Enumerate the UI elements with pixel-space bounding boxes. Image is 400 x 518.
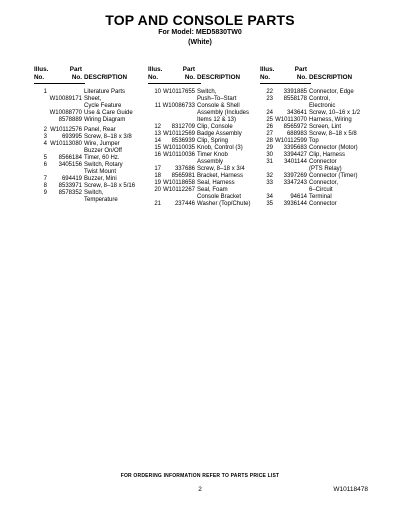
part-number: 3395683: [283, 145, 307, 151]
parts-row: [148, 180, 235, 187]
illus-number: 4: [43, 141, 47, 147]
illus-header: Illus.: [148, 66, 163, 73]
illus-number: 3: [43, 134, 47, 140]
parts-row: [34, 110, 133, 117]
parts-row: [34, 103, 122, 110]
part-description: Clip, Console: [197, 124, 233, 130]
parts-row: [260, 152, 346, 159]
illus-number: 30: [266, 152, 273, 158]
part-number: 8558178: [283, 96, 307, 102]
part-number: 8533971: [58, 183, 82, 189]
parts-row: [34, 197, 118, 204]
parts-row: [260, 117, 352, 124]
illus-number: 26: [266, 124, 273, 130]
part-description: Screw, 8–18 x 3/8: [84, 134, 132, 140]
part-number: 8565972: [283, 124, 307, 130]
parts-row: [148, 131, 242, 138]
document-number: W10118478: [333, 486, 368, 493]
part-header: Part: [294, 66, 307, 73]
part-description: Connector: [309, 159, 337, 165]
part-description: Screw, 8–18 x 5/8: [309, 131, 357, 137]
part-description: Clip, Harness: [309, 152, 346, 158]
part-number: W10112599: [275, 138, 307, 144]
part-number: 693995: [61, 134, 82, 140]
parts-row: [34, 155, 120, 162]
part-description: Screw, 10–16 x 1/2: [309, 110, 361, 116]
part-number: 8565981: [171, 173, 195, 179]
parts-row: [148, 159, 224, 166]
parts-row: [260, 96, 331, 103]
illus-number: 23: [266, 96, 273, 102]
part-number: W10110036: [163, 152, 195, 158]
parts-column-1: [34, 66, 136, 204]
part-description: Switch, Rotary: [84, 162, 123, 168]
parts-row: [260, 145, 358, 152]
illus-number: 5: [43, 155, 47, 161]
part-description: Buzzer On/Off: [84, 148, 122, 154]
parts-row: [148, 166, 245, 173]
illus-number: 25: [266, 117, 273, 123]
illus-number: 2: [43, 127, 47, 133]
parts-row: [34, 127, 116, 134]
part-description: Assembly (Includes: [197, 110, 250, 116]
part-number: 8578889: [58, 117, 82, 123]
column-header: [34, 66, 128, 82]
illus-header: Illus.: [260, 66, 275, 73]
part-description: Knob, Control (3): [197, 145, 243, 151]
illus-no-header: No.: [34, 74, 45, 81]
illus-number: 11: [154, 103, 161, 109]
illus-number: 10: [154, 89, 161, 95]
illus-number: 8: [43, 183, 47, 189]
part-number: 3401144: [284, 159, 307, 165]
parts-row: [34, 134, 132, 141]
illus-number: 17: [154, 166, 161, 172]
parts-row: [148, 187, 228, 194]
part-description: Literature Parts: [84, 89, 126, 95]
illus-number: 28: [266, 138, 273, 144]
part-number: 94614: [290, 194, 307, 200]
parts-row: [148, 96, 237, 103]
parts-row: [34, 89, 126, 96]
parts-row: [148, 138, 229, 145]
column-header: [260, 66, 353, 82]
part-number: 3397269: [283, 173, 307, 179]
parts-row: [260, 180, 339, 187]
description-header: DESCRIPTION: [84, 74, 128, 81]
part-number: 694419: [61, 176, 82, 182]
part-number: 3405156: [58, 162, 82, 168]
part-description: Use & Care Guide: [84, 110, 133, 116]
column-header: [148, 66, 241, 82]
part-no-header: No.: [296, 74, 307, 81]
parts-row: [260, 110, 361, 117]
variant-label: (White): [188, 39, 212, 46]
part-description: Push–To–Start: [197, 96, 237, 102]
parts-row: [260, 173, 358, 180]
part-description: Connector, Edge: [309, 89, 354, 95]
part-number: 3936144: [283, 201, 307, 207]
parts-row: [260, 201, 337, 208]
part-description: Wire, Jumper: [84, 141, 120, 147]
illus-number: 15: [154, 145, 161, 151]
part-number: W10086733: [162, 103, 195, 109]
parts-row: [34, 190, 104, 197]
header-divider: [148, 83, 201, 84]
part-description: Temperature: [84, 197, 118, 203]
part-description: Connector (Motor): [309, 145, 358, 151]
part-number: 3347243: [283, 180, 307, 186]
part-description: Buzzer, Mini: [84, 176, 117, 182]
part-description: Clip, Spring: [197, 138, 229, 144]
part-number: 343641: [286, 110, 307, 116]
part-number: W10088770: [49, 110, 82, 116]
parts-row: [260, 194, 332, 201]
illus-number: 6: [43, 162, 47, 168]
part-description: Timer, 60 Hz.: [84, 155, 120, 161]
part-description: Screw, 8–18 x 5/16: [84, 183, 136, 189]
parts-row: [148, 124, 233, 131]
description-header: DESCRIPTION: [197, 74, 241, 81]
parts-row: [34, 141, 120, 148]
part-description: Wiring Diagram: [84, 117, 126, 123]
part-description: Console Bracket: [197, 194, 242, 200]
parts-row: [260, 89, 354, 96]
part-description: Switch,: [84, 190, 104, 196]
part-description: Washer (Top/Chute): [197, 201, 251, 207]
illus-number: 9: [43, 190, 47, 196]
parts-column-3: [260, 66, 361, 208]
illus-number: 24: [266, 110, 273, 116]
part-number: W10112569: [163, 131, 195, 137]
illus-number: 21: [154, 201, 161, 207]
parts-row: [148, 110, 250, 117]
part-number: 8312709: [171, 124, 195, 130]
parts-row: [148, 89, 217, 96]
part-number: 8566184: [58, 155, 82, 161]
part-header: Part: [69, 66, 82, 73]
parts-row: [260, 159, 337, 166]
illus-number: 27: [266, 131, 273, 137]
header-divider: [260, 83, 311, 84]
illus-number: 29: [266, 145, 273, 151]
part-description: Connector: [309, 201, 337, 207]
part-description: Screw, 8–18 x 3/4: [197, 166, 245, 172]
part-description: Sheet,: [84, 96, 102, 102]
illus-no-header: No.: [148, 74, 159, 81]
illus-number: 12: [154, 124, 161, 130]
part-number: 237446: [174, 201, 195, 207]
parts-row: [260, 124, 342, 131]
parts-row: [148, 117, 237, 124]
parts-row: [260, 138, 319, 145]
part-number: W10118658: [163, 180, 195, 186]
part-header: Part: [182, 66, 195, 73]
illus-number: 35: [266, 201, 273, 207]
part-description: Control,: [309, 96, 331, 102]
page-number: 2: [198, 486, 202, 493]
parts-row: [148, 194, 242, 201]
illus-number: 20: [154, 187, 161, 193]
parts-row: [34, 148, 122, 155]
part-no-header: No.: [71, 74, 82, 81]
part-number: W10112267: [163, 187, 195, 193]
parts-row: [34, 162, 123, 169]
part-description: Panel, Rear: [84, 127, 116, 133]
part-description: Terminal: [309, 194, 332, 200]
illus-number: 18: [154, 173, 161, 179]
part-description: Timer Knob: [197, 152, 228, 158]
parts-row: [148, 152, 228, 159]
description-header: DESCRIPTION: [309, 74, 353, 81]
parts-column-2: [148, 66, 251, 208]
part-number: 688983: [286, 131, 307, 137]
illus-header: Illus.: [34, 66, 49, 73]
part-number: W10112576: [50, 127, 82, 133]
part-number: W10110035: [163, 145, 195, 151]
part-description: Screen, Lint: [309, 124, 342, 130]
model-label: For Model: MED5830TW0: [158, 29, 242, 36]
illus-number: 31: [266, 159, 273, 165]
parts-row: [34, 169, 117, 176]
ordering-note: FOR ORDERING INFORMATION REFER TO PARTS PRICE LIST: [120, 473, 280, 479]
part-description: (PTS Relay): [309, 166, 342, 172]
illus-number: 22: [266, 89, 273, 95]
part-description: 6–Circuit: [309, 187, 333, 193]
illus-number: 16: [154, 152, 161, 158]
illus-no-header: No.: [260, 74, 271, 81]
parts-row: [148, 173, 244, 180]
illus-number: 34: [266, 194, 273, 200]
part-description: Seal, Foam: [197, 187, 228, 193]
part-description: Top: [309, 138, 319, 144]
part-number: 8536939: [171, 138, 195, 144]
part-description: Twist Mount: [84, 169, 117, 175]
part-number: W10113070: [275, 117, 307, 123]
part-description: Cycle Feature: [84, 103, 122, 109]
parts-row: [148, 145, 243, 152]
part-number: W10117655: [163, 89, 195, 95]
part-no-header: No.: [184, 74, 195, 81]
part-number: 3391885: [283, 89, 307, 95]
illus-number: 19: [154, 180, 161, 186]
part-number: 337686: [174, 166, 195, 172]
illus-number: 33: [266, 180, 273, 186]
parts-row: [34, 96, 102, 103]
header-divider: [34, 83, 85, 84]
part-number: W10089171: [49, 96, 82, 102]
parts-row: [260, 187, 333, 194]
part-description: Connector,: [309, 180, 339, 186]
part-description: Assembly: [197, 159, 224, 165]
parts-row: [260, 131, 357, 138]
part-description: Switch,: [197, 89, 217, 95]
part-number: 8578352: [58, 190, 82, 196]
illus-number: 14: [154, 138, 161, 144]
illus-number: 7: [43, 176, 47, 182]
illus-number: 13: [154, 131, 161, 137]
part-description: Connector (Timer): [309, 173, 358, 179]
part-description: Harness, Wiring: [309, 117, 352, 123]
part-number: W10113080: [50, 141, 82, 147]
page-title: TOP AND CONSOLE PARTS: [105, 12, 295, 28]
part-description: Console & Shell: [197, 103, 240, 109]
part-number: 3394427: [283, 152, 307, 158]
parts-row: [34, 117, 126, 124]
part-description: Bracket, Harness: [197, 173, 244, 179]
parts-row: [34, 176, 117, 183]
part-description: Seal, Harness: [197, 180, 235, 186]
part-description: Badge Assembly: [197, 131, 242, 137]
parts-row: [148, 201, 251, 208]
part-description: Electronic: [309, 103, 336, 109]
parts-row: [148, 103, 240, 110]
parts-row: [34, 183, 136, 190]
illus-number: 1: [43, 89, 47, 95]
illus-number: 32: [266, 173, 273, 179]
part-description: Items 12 & 13): [197, 117, 237, 123]
parts-row: [260, 103, 336, 110]
parts-row: [260, 166, 342, 173]
